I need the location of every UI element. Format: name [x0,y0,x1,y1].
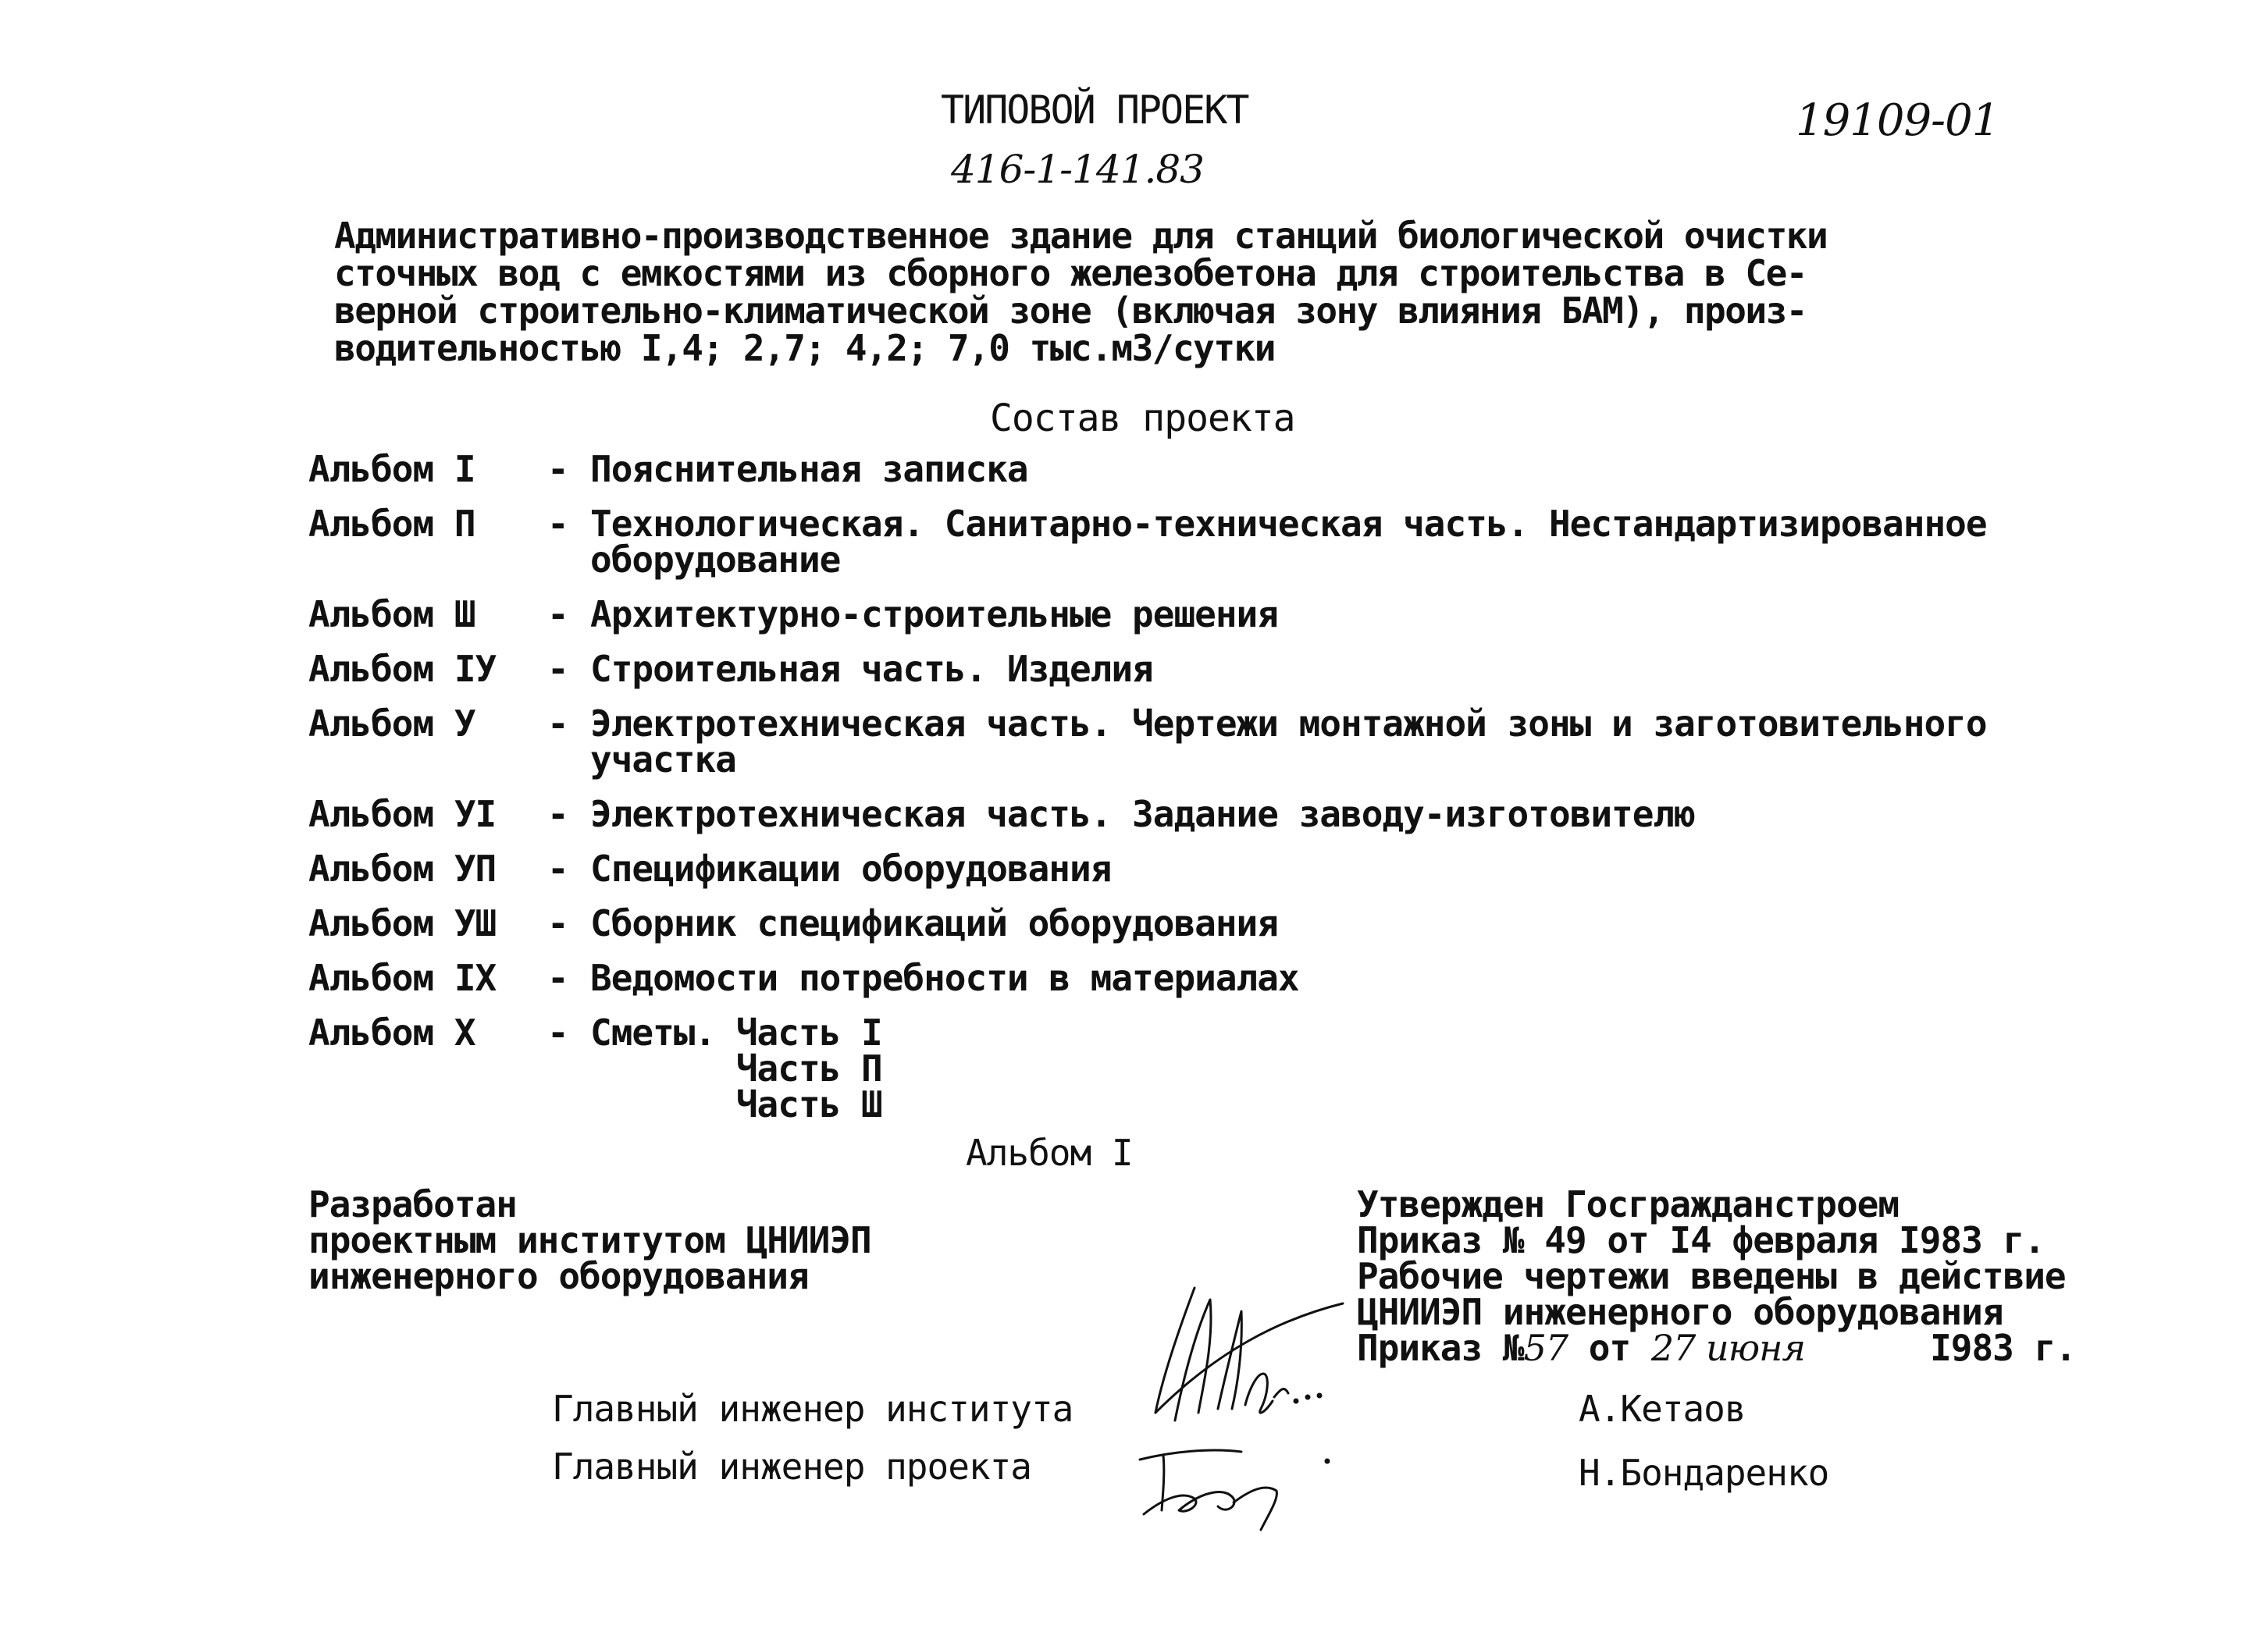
order-suffix: I983 г. [1804,1327,2076,1369]
developer-line: проектным институтом ЦНИИЭП [308,1219,871,1261]
project-description [334,217,2130,367]
album-title: Электротехническая часть. Задание заводу-изготовителю [590,793,1695,835]
album-title: Ведомости потребности в материалах [590,957,1299,999]
order-mid: от [1568,1327,1651,1369]
album-dash: - [547,957,568,999]
approval-line: ЦНИИЭП инженерного оборудования [1357,1291,2003,1333]
album-list [308,448,2104,1125]
album-title: Электротехническая часть. Чертежи монтажной зоны и заготовительного участка [590,702,1987,781]
album-row [308,1012,2104,1125]
album-dash: - [547,503,568,545]
album-dash: - [547,702,568,745]
album-label: Альбом УШ [308,902,497,944]
album-row [308,702,2104,781]
current-album-heading: Альбом I [966,1132,1133,1174]
album-title: Технологическая. Санитарно-техническая часть. Нестандартизированное оборудование [590,503,1987,581]
album-title: Сборник спецификаций оборудования [590,902,1278,944]
album-label: Альбом УП [308,848,497,890]
project-code-handwritten: 416-1-141.83 [951,147,1204,192]
album-row [308,448,2104,490]
album-label: Альбом У [308,702,475,745]
album-dash: - [547,848,568,890]
album-row [308,793,2104,835]
album-row [308,648,2104,690]
signatory-name: Н.Бондаренко [1579,1452,1829,1494]
document-title: ТИПОВОЙ ПРОЕКТ [941,87,1248,133]
album-dash: - [547,793,568,835]
album-label: Альбом IX [308,957,497,999]
album-row [308,957,2104,999]
album-dash: - [547,902,568,944]
album-label: Альбом П [308,503,475,545]
approval-block [1357,1183,2076,1369]
signatory-role: Главный инженер проекта [552,1446,1031,1488]
album-dash: - [547,648,568,690]
album-label: Альбом I [308,448,475,490]
album-label: Альбом Ш [308,593,475,635]
description-line: водительностью I,4; 2,7; 4,2; 7,0 тыс.м3/сутки [334,327,1275,369]
approval-line: Приказ № 49 от I4 февраля I983 г. [1357,1219,2045,1261]
developer-block [308,1183,871,1297]
signature-chief-engineer-institute [1155,1288,1343,1421]
order-prefix: Приказ № [1357,1327,1524,1369]
description-line: Административно-производственное здание для станций биологической очистки [334,215,1828,257]
handwritten-signatures [1109,1257,1437,1538]
album-label: Альбом IУ [308,648,497,690]
inventory-number-handwritten: 19109-01 [1796,95,1999,146]
description-line: верной строительно-климатической зоне (включая зону влияния БАМ), произ- [334,290,1807,332]
developer-line: инженерного оборудования [308,1255,809,1297]
approval-order-line [1357,1327,2076,1369]
album-title: Архитектурно-строительные решения [590,593,1278,635]
album-row [308,848,2104,890]
album-dash: - [547,1012,568,1054]
album-row [308,902,2104,944]
album-label: Альбом УI [308,793,497,835]
album-dash: - [547,593,568,635]
album-title: Сметы. Часть I Часть П Часть Ш [590,1012,882,1125]
album-title: Строительная часть. Изделия [590,648,1153,690]
album-title: Пояснительная записка [590,448,1028,490]
album-row [308,593,2104,635]
approval-line: Утвержден Госгражданстроем [1357,1183,1899,1225]
album-dash: - [547,448,568,490]
description-line: сточных вод с емкостями из сборного железобетона для строительства в Се- [334,252,1807,294]
order-number-handwritten: 57 [1523,1327,1568,1369]
album-title: Спецификации оборудования [590,848,1112,890]
approval-line: Рабочие чертежи введены в действие [1357,1255,2066,1297]
album-label: Альбом X [308,1012,475,1054]
developer-line: Разработан [308,1183,517,1225]
signatory-name: А.Кетаов [1579,1388,1746,1430]
album-row [308,503,2104,581]
order-date-handwritten: 27 июня [1650,1327,1805,1369]
signatory-role: Главный инженер института [552,1388,1073,1430]
signature-chief-engineer-project [1140,1450,1329,1530]
contents-heading: Состав проекта [990,396,1295,440]
